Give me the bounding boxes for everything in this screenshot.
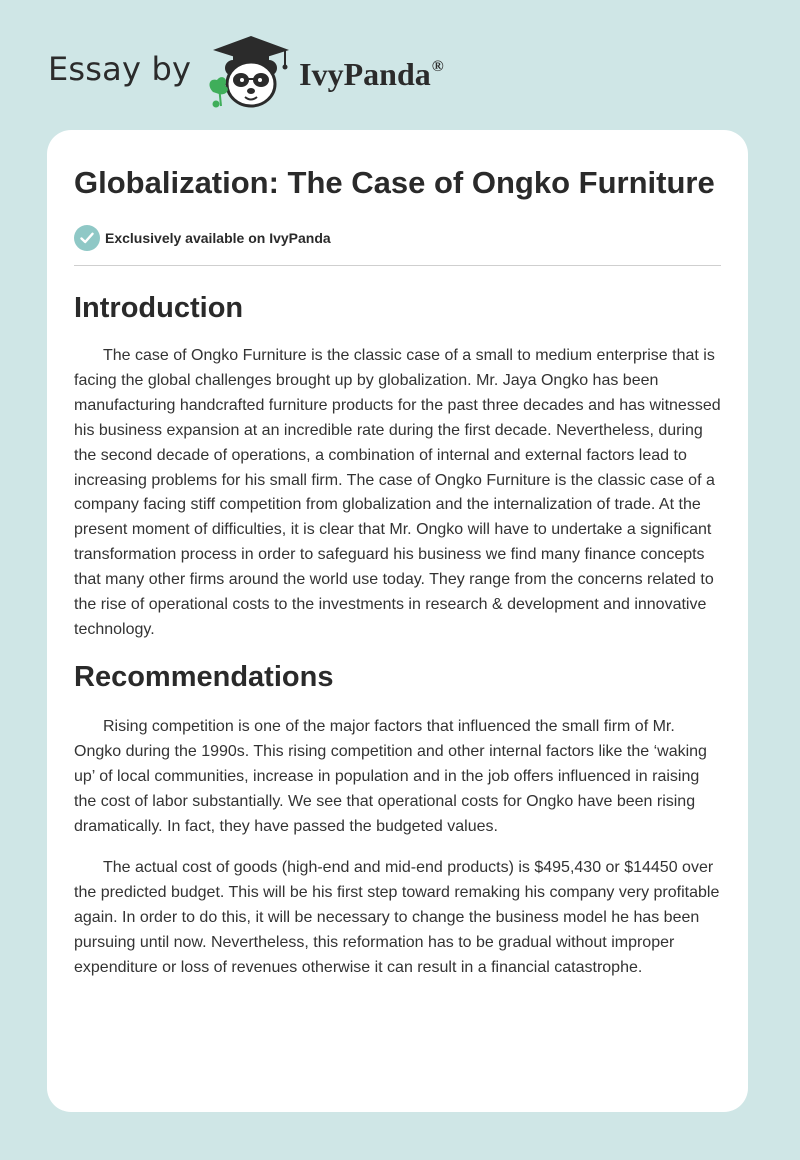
paragraph: The actual cost of goods (high-end and mid-end products) is $495,430 or $14450 over the predicted budget. This will be his first step toward remaking his company very profitable again. In order to do this, it will be necessary to change the business model he has been pursuing until now. Nevertheless, this reformation has to be gradual without improper expenditure or loss of revenues otherwise it can result in a financial catastrophe. — [74, 859, 720, 977]
ivy-leaf-icon — [210, 77, 228, 107]
section-heading-introduction: Introduction — [74, 292, 244, 324]
page-title: Globalization: The Case of Ongko Furniture — [74, 165, 715, 200]
ivypanda-logo[interactable] — [205, 34, 297, 110]
essay-card — [47, 130, 748, 1112]
exclusive-badge — [74, 224, 721, 252]
essay-by-label: Essay by — [48, 50, 192, 88]
section-heading-recommendations: Recommendations — [74, 660, 334, 693]
paragraph: Rising competition is one of the major factors that influenced the small firm of Mr. Ongko during the 1990s. This rising competition and other internal factors like the ‘waking up’ of local communities, increase in population and in the job offers influenced in raising the cost of labor substantially. We see that operational costs for Ongko have been rising dramatically. In fact, they have passed the budgeted values. — [74, 717, 707, 835]
site-header — [48, 34, 444, 110]
divider — [74, 265, 721, 266]
panda-graduate-icon — [205, 34, 297, 110]
registered-mark: ® — [431, 57, 444, 75]
check-circle-icon — [74, 225, 100, 251]
paragraph: The case of Ongko Furniture is the classic case of a small to medium enterprise that is facing the global challenges brought up by globalization. Mr. Jaya Ongko has been manufacturing handcrafted furniture products for the past three decades and has witnessed his business expansion at an incredible rate during the first decade. Nevertheless, during the second decade of operations, a combination of internal and external factors lead to increasing problems for his small firm. The case of Ongko Furniture is the classic case of a company facing stiff competition from globalization and the internalization of trade. At the present moment of difficulties, it is clear that Mr. Ongko will have to undertake a significant transformation process in order to safeguard his business we find many finance concepts that many other firms around the world use today. They range from the concerns related to the rise of operational costs to the investments in research & development and innovative technology. — [74, 347, 721, 638]
badge-text: Exclusively available on IvyPanda — [105, 230, 331, 246]
brand-name[interactable]: IvyPanda® — [299, 55, 444, 92]
